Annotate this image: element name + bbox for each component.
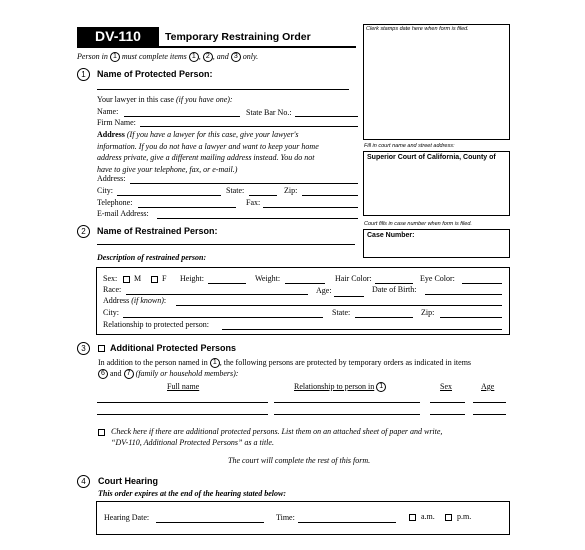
item-3-ref: 3	[231, 52, 241, 62]
instructions-and: , and	[212, 52, 229, 61]
hearing-date-label: Hearing Date:	[104, 513, 150, 522]
r-city-line[interactable]	[123, 317, 323, 318]
case-number-label: Case Number:	[367, 232, 415, 239]
eye-color-line[interactable]	[462, 283, 502, 284]
address-label: Address:	[97, 174, 126, 183]
city-label: City:	[97, 186, 114, 195]
telephone-label: Telephone:	[97, 198, 133, 207]
form-number-badge: DV-110	[77, 27, 159, 46]
intro-ref-1: 1	[210, 358, 220, 368]
item-1-ref: 1	[110, 52, 120, 62]
height-line[interactable]	[208, 283, 246, 284]
dob-line[interactable]	[425, 294, 502, 295]
case-number-note: Court fills in case number when form is filed.	[364, 221, 472, 227]
hearing-time-line[interactable]	[298, 522, 396, 523]
clerk-stamp-box	[363, 24, 510, 140]
instructions-post: only.	[242, 52, 259, 61]
col-relationship	[294, 382, 386, 392]
address-note-line-1	[97, 129, 362, 141]
address-note-line-2: information. If you do not have a lawyer and want to keep your home	[97, 141, 319, 151]
section-2-title: Name of Restrained Person:	[97, 226, 218, 236]
section-1-title: Name of Protected Person:	[97, 69, 213, 79]
r-address-colon: :	[163, 296, 167, 305]
pm-checkbox[interactable]	[445, 514, 452, 521]
intro-2: , the following persons are protected by temporary orders as indicated in items	[219, 358, 472, 367]
intro-1: In addition to the person named in	[98, 358, 208, 367]
lawyer-name-label: Name:	[97, 107, 119, 116]
row-2-name[interactable]	[97, 414, 268, 415]
comma: ,	[198, 52, 201, 61]
lawyer-intro-italic: (if you have one):	[175, 95, 233, 104]
weight-line[interactable]	[285, 283, 325, 284]
additional-persons-checkbox[interactable]	[98, 345, 105, 352]
row-2-relationship[interactable]	[274, 414, 420, 415]
item-7-ref: 7	[124, 369, 134, 379]
and-text: and	[110, 369, 122, 378]
age-line[interactable]	[334, 296, 364, 297]
item-2-ref: 2	[203, 52, 213, 62]
hearing-time-label: Time:	[276, 513, 295, 522]
expires-note: This order expires at the end of the hearing stated below:	[98, 489, 286, 498]
zip-line[interactable]	[302, 195, 358, 196]
email-label: E-mail Address:	[97, 209, 149, 218]
pm-label: p.m.	[457, 512, 472, 521]
section-4-number: 4	[77, 475, 90, 488]
city-line[interactable]	[117, 195, 221, 196]
row-1-name[interactable]	[97, 402, 268, 403]
race-label: Race:	[103, 285, 122, 294]
item-1-ref-2: 1	[189, 52, 199, 62]
col-relationship-text: Relationship to person in	[294, 382, 375, 391]
address-line[interactable]	[130, 183, 358, 184]
address-bold: Address	[97, 130, 125, 139]
row-2-sex[interactable]	[430, 414, 465, 415]
protected-person-name-line[interactable]	[97, 89, 349, 90]
weight-label: Weight:	[255, 274, 281, 283]
height-label: Height:	[180, 274, 204, 283]
fax-line[interactable]	[263, 207, 358, 208]
row-2-age[interactable]	[473, 414, 506, 415]
r-state-label: State:	[332, 308, 351, 317]
section-3-intro	[98, 358, 471, 368]
fax-label: Fax:	[246, 198, 261, 207]
dob-label: Date of Birth:	[372, 285, 417, 294]
item-6-ref: 6	[98, 369, 108, 379]
col-age: Age	[481, 382, 495, 391]
state-bar-label: State Bar No.:	[246, 108, 292, 117]
col-relationship-ref: 1	[376, 382, 386, 392]
am-checkbox[interactable]	[409, 514, 416, 521]
lawyer-intro-text: Your lawyer in this case	[97, 95, 174, 104]
header-rule	[77, 46, 356, 48]
sex-label: Sex:	[103, 274, 118, 283]
email-line[interactable]	[157, 218, 358, 219]
form-title: Temporary Restraining Order	[165, 31, 311, 43]
row-1-age[interactable]	[473, 402, 506, 403]
section-1-number: 1	[77, 68, 90, 81]
court-complete-note: The court will complete the rest of this form.	[228, 456, 371, 465]
clerk-stamp-note: Clerk stamps date here when form is filed.	[366, 26, 469, 32]
section-3-title: Additional Protected Persons	[110, 343, 237, 353]
firm-name-label: Firm Name:	[97, 118, 136, 127]
telephone-line[interactable]	[138, 207, 236, 208]
instructions-mid: must complete items	[121, 52, 187, 61]
hair-color-line[interactable]	[375, 283, 413, 284]
section-2-number: 2	[77, 225, 90, 238]
sex-f-checkbox[interactable]	[151, 276, 158, 283]
section-3-number: 3	[77, 342, 90, 355]
relationship-label: Relationship to protected person:	[103, 320, 209, 329]
lawyer-name-line[interactable]	[124, 116, 240, 117]
r-zip-label: Zip:	[421, 308, 435, 317]
r-state-line[interactable]	[355, 317, 413, 318]
check-text-2: “DV-110, Additional Protected Persons” as a title.	[111, 438, 274, 447]
section-4-title: Court Hearing	[98, 476, 159, 486]
description-title: Description of restrained person:	[97, 253, 207, 262]
additional-sheet-checkbox[interactable]	[98, 429, 105, 436]
hearing-date-line[interactable]	[156, 522, 264, 523]
am-label: a.m.	[421, 512, 435, 521]
instructions-line	[77, 52, 258, 62]
age-label: Age:	[316, 286, 332, 295]
col-full-name: Full name	[167, 382, 200, 391]
sex-m-checkbox[interactable]	[123, 276, 130, 283]
race-line[interactable]	[126, 294, 308, 295]
row-1-sex[interactable]	[430, 402, 465, 403]
instructions-pre: Person in	[77, 52, 108, 61]
r-address-label	[103, 296, 166, 305]
r-address-text: Address	[103, 296, 130, 305]
section-3-intro-2	[98, 369, 238, 379]
state-label: State:	[226, 186, 245, 195]
sex-m-label: M	[134, 274, 142, 283]
state-line[interactable]	[249, 195, 277, 196]
sex-f-label: F	[162, 274, 167, 283]
relationship-line[interactable]	[222, 329, 502, 330]
row-1-relationship[interactable]	[274, 402, 420, 403]
eye-color-label: Eye Color:	[420, 274, 455, 283]
firm-name-line[interactable]	[140, 126, 358, 127]
address-note-line-3: address private, give a different mailing address instead. You do not	[97, 153, 315, 162]
address-note	[97, 129, 362, 175]
r-address-italic: (if known)	[131, 296, 164, 305]
r-zip-line[interactable]	[440, 317, 502, 318]
address-note-line-4: have to give your telephone, fax, or e-mail.)	[97, 164, 238, 174]
state-bar-line[interactable]	[295, 116, 358, 117]
check-text-1: Check here if there are additional protected persons. List them on an attached sheet of paper and write,	[111, 427, 443, 436]
address-note-1: (If you have a lawyer for this case, give your lawyer's	[126, 130, 299, 139]
r-address-line[interactable]	[176, 305, 502, 306]
hair-color-label: Hair Color:	[335, 274, 372, 283]
lawyer-intro	[97, 95, 233, 104]
zip-label: Zip:	[284, 186, 298, 195]
court-address-note: Fill in court name and street address:	[364, 143, 455, 149]
r-city-label: City:	[103, 308, 120, 317]
court-name: Superior Court of California, County of	[367, 154, 496, 161]
restrained-person-name-line[interactable]	[97, 244, 355, 245]
family-note: (family or household members):	[135, 369, 239, 378]
col-sex: Sex	[440, 382, 452, 391]
